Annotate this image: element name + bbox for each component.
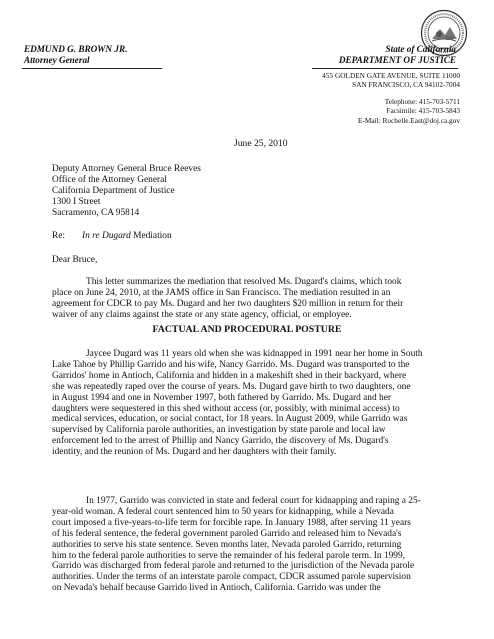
recipient-line: Office of the Attorney General <box>52 174 167 185</box>
recipient-line: 1300 I Street <box>52 196 101 207</box>
intro-paragraph <box>52 277 472 321</box>
department-name: DEPARTMENT OF JUSTICE <box>338 55 456 65</box>
facts-paragraph-1 <box>52 349 472 458</box>
telephone: Telephone: 415-703-5711 <box>384 97 460 106</box>
paragraph-line: waiver of any claims against the state or any state agency, official, or employee. <box>52 309 352 320</box>
paragraph-line: on Nevada's behalf because Garrido lived in Antioch, California. Garrido was under the <box>52 583 381 594</box>
email: E-Mail: Rochelle.East@doj.ca.gov <box>358 115 460 125</box>
paragraph-line: authorities. Under the terms of an interstate parole compact, CDCR assumed parole supervision <box>52 572 411 583</box>
paragraph-line: him to the federal parole authorities to serve the remainder of his federal parole term. In 1999, <box>52 550 405 561</box>
paragraph-line: in August 1994 and one in November 1997, both fathered by Garrido. Ms. Dugard and her <box>52 392 391 403</box>
paragraph-line: place on June 24, 2010, at the JAMS office in San Francisco. The mediation resulted in an <box>52 287 391 298</box>
paragraph-line: identity, and the reunion of Ms. Dugard and her daughters with their family. <box>52 447 337 458</box>
facsimile: Facsimile: 415-703-5843 <box>386 106 460 116</box>
state-name: State of California <box>385 44 456 54</box>
paragraph-line: Garrido was discharged from federal parole and returned to the jurisdiction of the Nevada parole <box>52 561 415 572</box>
paragraph-line: This letter summarizes the mediation that resolved Ms. Dugard's claims, which took <box>86 277 402 287</box>
recipient-line: Deputy Attorney General Bruce Reeves <box>52 164 201 174</box>
paragraph-line: daughters were sequestered in this shed without access (or, possibly, with minimal access) to <box>52 403 400 414</box>
office-address <box>322 71 460 89</box>
left-header-rule <box>22 68 162 69</box>
paragraph-line: enforcement led to the arrest of Phillip and Nancy Garrido, the discovery of Ms. Dugard's <box>52 436 389 447</box>
salutation: Dear Bruce, <box>52 255 98 265</box>
letter-date: June 25, 2010 <box>234 138 288 149</box>
department-block <box>339 44 456 66</box>
section-heading: FACTUAL AND PROCEDURAL POSTURE <box>152 324 342 335</box>
recipient-line: Sacramento, CA 95814 <box>52 207 140 218</box>
sender-block <box>24 44 127 66</box>
address-line: 455 GOLDEN GATE AVENUE, SUITE 11000 <box>322 71 460 80</box>
paragraph-line: In 1977, Garrido was convicted in state and federal court for kidnapping and raping a 25- <box>86 496 421 506</box>
paragraph-line: she was repeatedly raped over the course of years. Ms. Dugard gave birth to two daughters, one <box>52 381 411 392</box>
paragraph-line: Jaycee Dugard was 11 years old when she was kidnapped in 1991 near her home in South <box>86 349 423 359</box>
subject-rest: Mediation <box>130 231 172 241</box>
recipient-line: California Department of Justice <box>52 185 175 196</box>
address-line: SAN FRANCISCO, CA 94102-7004 <box>352 80 460 89</box>
subject-label: Re: <box>52 231 66 241</box>
paragraph-line: supervised by California parole authorities, an investigation by state parole and local law <box>52 425 386 436</box>
paragraph-line: court imposed a five-years-to-life term for forcible rape. In January 1988, after serving 11 years <box>52 517 411 528</box>
subject-line <box>52 231 172 242</box>
paragraph-line: of his federal sentence, the federal government paroled Garrido and released him to Nevada's <box>52 528 402 539</box>
sender-name: EDMUND G. BROWN JR. <box>24 44 128 54</box>
paragraph-line: authorities to serve his state sentence. Seven months later, Nevada paroled Garrido, returning <box>52 539 402 550</box>
paragraph-line: agreement for CDCR to pay Ms. Dugard and her two daughters $20 million in return for their <box>52 298 404 309</box>
contact-block <box>358 97 460 125</box>
paragraph-line: year-old woman. A federal court sentenced him to 50 years for kidnapping, while a Nevada <box>52 506 394 517</box>
paragraph-line: Lake Tahoe by Phillip Garrido and his wife, Nancy Garrido. Ms. Dugard was transported to the <box>52 359 410 370</box>
right-header-rule <box>312 68 458 69</box>
sender-title: Attorney General <box>24 55 90 65</box>
paragraph-line: medical services, education, or social contact, for 18 years. In August 2009, while Garrido was <box>52 414 408 425</box>
paragraph-line: Garridos' home in Antioch, California and hidden in a makeshift shed in their backyard, where <box>52 370 407 381</box>
recipient-address <box>52 164 201 219</box>
facts-paragraph-2 <box>52 496 472 594</box>
subject-case-name: In re Dugard <box>82 231 131 241</box>
